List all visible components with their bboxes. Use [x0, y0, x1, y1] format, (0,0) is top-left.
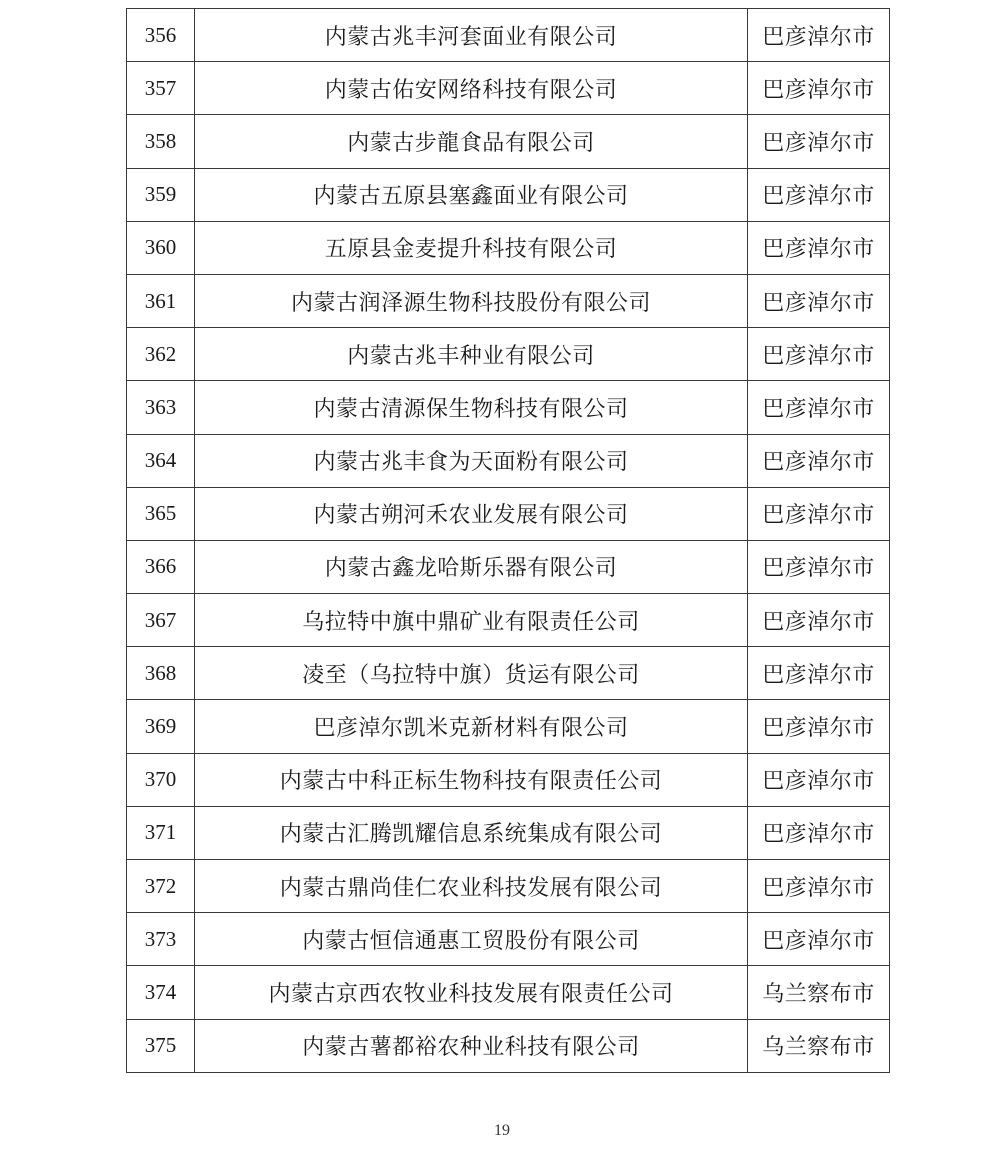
- city-cell: 巴彦淖尔市: [748, 221, 890, 274]
- table-row: [127, 274, 890, 327]
- table-row: [127, 221, 890, 274]
- city-cell: 巴彦淖尔市: [748, 381, 890, 434]
- table-row: [127, 434, 890, 487]
- company-name-cell: 内蒙古朔河禾农业发展有限公司: [195, 487, 748, 540]
- table-row: [127, 647, 890, 700]
- row-number-cell: 373: [127, 913, 195, 966]
- table-row: [127, 753, 890, 806]
- table-row: [127, 328, 890, 381]
- company-name-cell: 内蒙古恒信通惠工贸股份有限公司: [195, 913, 748, 966]
- city-cell: 乌兰察布市: [748, 1019, 890, 1072]
- row-number-cell: 371: [127, 806, 195, 859]
- company-name-cell: 内蒙古京西农牧业科技发展有限责任公司: [195, 966, 748, 1019]
- city-cell: 巴彦淖尔市: [748, 168, 890, 221]
- row-number-cell: 360: [127, 221, 195, 274]
- page-number: 19: [494, 1122, 510, 1139]
- company-name-cell: 凌至（乌拉特中旗）货运有限公司: [195, 647, 748, 700]
- company-name-cell: 五原县金麦提升科技有限公司: [195, 221, 748, 274]
- city-cell: 巴彦淖尔市: [748, 9, 890, 62]
- table-row: [127, 860, 890, 913]
- company-name-cell: 内蒙古步龍食品有限公司: [195, 115, 748, 168]
- row-number-cell: 358: [127, 115, 195, 168]
- table-row: [127, 1019, 890, 1072]
- company-name-cell: 内蒙古薯都裕农种业科技有限公司: [195, 1019, 748, 1072]
- company-name-cell: 内蒙古中科正标生物科技有限责任公司: [195, 753, 748, 806]
- table-body: [127, 9, 890, 1073]
- table-row: [127, 966, 890, 1019]
- row-number-cell: 365: [127, 487, 195, 540]
- row-number-cell: 356: [127, 9, 195, 62]
- city-cell: 巴彦淖尔市: [748, 647, 890, 700]
- table-row: [127, 806, 890, 859]
- table-row: [127, 700, 890, 753]
- company-name-cell: 内蒙古鑫龙哈斯乐器有限公司: [195, 540, 748, 593]
- company-name-cell: 内蒙古兆丰河套面业有限公司: [195, 9, 748, 62]
- city-cell: 巴彦淖尔市: [748, 487, 890, 540]
- row-number-cell: 374: [127, 966, 195, 1019]
- row-number-cell: 370: [127, 753, 195, 806]
- city-cell: 巴彦淖尔市: [748, 753, 890, 806]
- table-row: [127, 381, 890, 434]
- company-name-cell: 内蒙古汇腾凯耀信息系统集成有限公司: [195, 806, 748, 859]
- row-number-cell: 364: [127, 434, 195, 487]
- table-row: [127, 594, 890, 647]
- row-number-cell: 367: [127, 594, 195, 647]
- row-number-cell: 362: [127, 328, 195, 381]
- company-name-cell: 内蒙古兆丰种业有限公司: [195, 328, 748, 381]
- row-number-cell: 361: [127, 274, 195, 327]
- company-name-cell: 内蒙古清源保生物科技有限公司: [195, 381, 748, 434]
- city-cell: 巴彦淖尔市: [748, 328, 890, 381]
- table-row: [127, 913, 890, 966]
- row-number-cell: 357: [127, 62, 195, 115]
- row-number-cell: 363: [127, 381, 195, 434]
- table-row: [127, 168, 890, 221]
- city-cell: 巴彦淖尔市: [748, 700, 890, 753]
- row-number-cell: 359: [127, 168, 195, 221]
- company-name-cell: 内蒙古兆丰食为天面粉有限公司: [195, 434, 748, 487]
- company-list-table-container: [126, 8, 888, 1073]
- company-name-cell: 内蒙古佑安网络科技有限公司: [195, 62, 748, 115]
- city-cell: 乌兰察布市: [748, 966, 890, 1019]
- company-list-table: [126, 8, 890, 1073]
- company-name-cell: 乌拉特中旗中鼎矿业有限责任公司: [195, 594, 748, 647]
- table-row: [127, 540, 890, 593]
- company-name-cell: 巴彦淖尔凯米克新材料有限公司: [195, 700, 748, 753]
- row-number-cell: 372: [127, 860, 195, 913]
- row-number-cell: 368: [127, 647, 195, 700]
- city-cell: 巴彦淖尔市: [748, 594, 890, 647]
- city-cell: 巴彦淖尔市: [748, 115, 890, 168]
- table-row: [127, 487, 890, 540]
- city-cell: 巴彦淖尔市: [748, 860, 890, 913]
- city-cell: 巴彦淖尔市: [748, 274, 890, 327]
- table-row: [127, 9, 890, 62]
- table-row: [127, 62, 890, 115]
- table-row: [127, 115, 890, 168]
- company-name-cell: 内蒙古鼎尚佳仁农业科技发展有限公司: [195, 860, 748, 913]
- city-cell: 巴彦淖尔市: [748, 806, 890, 859]
- company-name-cell: 内蒙古五原县塞鑫面业有限公司: [195, 168, 748, 221]
- row-number-cell: 369: [127, 700, 195, 753]
- company-name-cell: 内蒙古润泽源生物科技股份有限公司: [195, 274, 748, 327]
- row-number-cell: 366: [127, 540, 195, 593]
- city-cell: 巴彦淖尔市: [748, 62, 890, 115]
- city-cell: 巴彦淖尔市: [748, 434, 890, 487]
- city-cell: 巴彦淖尔市: [748, 540, 890, 593]
- row-number-cell: 375: [127, 1019, 195, 1072]
- city-cell: 巴彦淖尔市: [748, 913, 890, 966]
